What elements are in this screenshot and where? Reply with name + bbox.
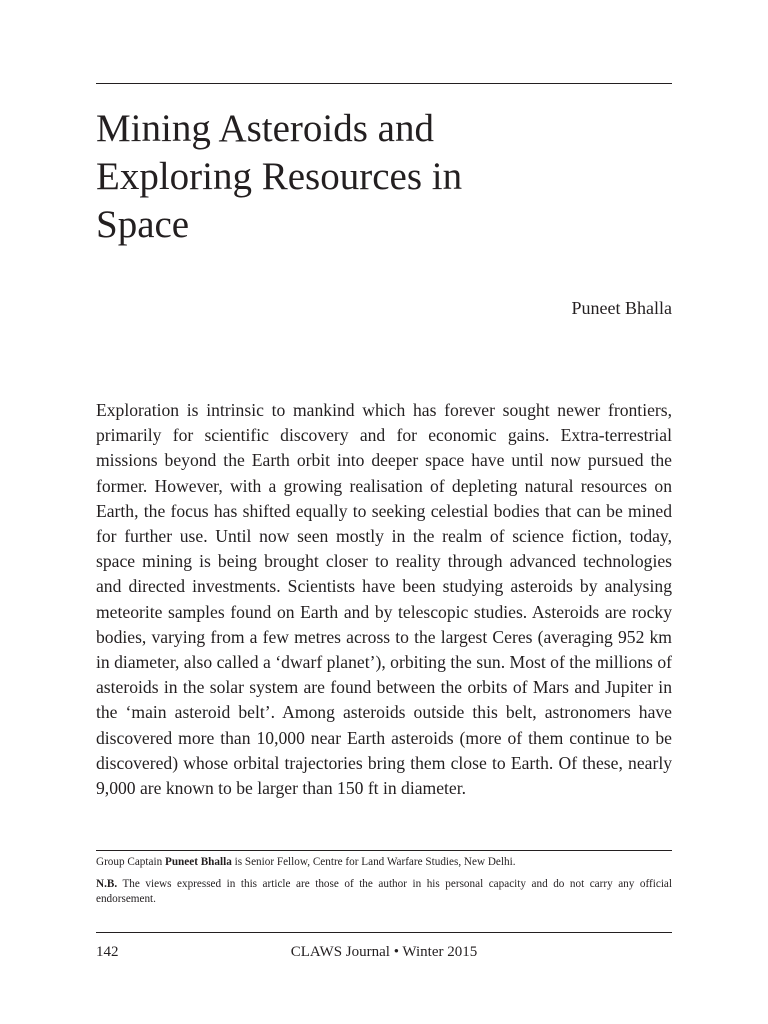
page-number: 142: [96, 944, 119, 960]
author-affiliation-footnote: [96, 855, 672, 870]
author-name: Puneet Bhalla: [571, 298, 672, 318]
footer-rule: [96, 932, 672, 933]
title-line: Space: [96, 203, 190, 246]
footnote-rule: [96, 850, 672, 851]
affiliation-prefix: Group Captain: [96, 856, 165, 868]
article-title: [96, 105, 672, 249]
affiliation-text: is Senior Fellow, Centre for Land Warfare Studies, New Delhi.: [231, 856, 516, 868]
top-rule: [96, 83, 672, 84]
disclaimer-footnote: [96, 877, 672, 907]
page-footer: [96, 944, 672, 964]
title-line: Mining Asteroids and: [96, 107, 434, 150]
disclaimer-text: The views expressed in this article are those of the author in his personal capacity and do not carry any official endorsement.: [96, 878, 672, 905]
title-line: Exploring Resources in: [96, 155, 463, 198]
affiliation-author-name: Puneet Bhalla: [164, 856, 232, 868]
abstract-paragraph: Exploration is intrinsic to mankind which has forever sought newer frontiers, primarily for scientific discovery and for economic gains. Extra-terrestrial missions beyond the Earth orbit into deeper space have until now pursued the former. However, with a growing realisation of depleting natural resources on Earth, the focus has shifted equally to seeking celestial bodies that can be mined for further use. Until now seen mostly in the realm of science fiction, today, space mining is being brought closer to reality through advanced technologies and directed investments. Scientists have been studying asteroids by analysing meteorite samples found on Earth and by telescopic studies. Asteroids are rocky bodies, varying from a few metres across to the largest Ceres (averaging 952 km in diameter, also called a ‘dwarf planet’), orbiting the sun. Most of the millions of asteroids in the solar system are found between the orbits of Mars and Jupiter in the ‘main asteroid belt’. Among asteroids outside this belt, astronomers have discovered more than 10,000 near Earth asteroids (more of them continue to be discovered) whose orbital trajectories bring them close to Earth. Of these, nearly 9,000 are known to be larger than 150 ft in diameter.: [96, 400, 672, 799]
nb-label: N.B.: [96, 878, 118, 890]
journal-issue: CLAWS Journal • Winter 2015: [290, 944, 478, 960]
